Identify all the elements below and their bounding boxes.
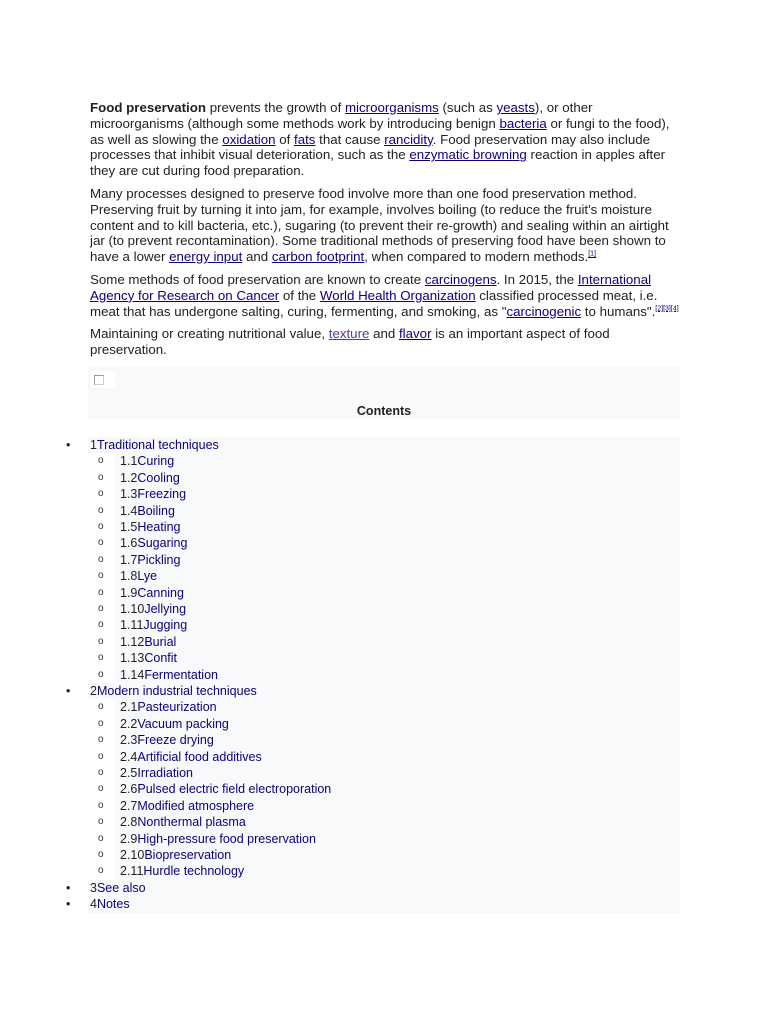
toc-row-background [115, 765, 680, 781]
circle-bullet-icon: o [98, 717, 104, 729]
link-flavor[interactable]: flavor [398, 326, 432, 342]
carcinogens-paragraph [90, 272, 680, 319]
toc-link[interactable]: Biopreservation [144, 848, 232, 862]
text-run: or fungi to the food), as well as slowing the [90, 115, 670, 147]
toc-row-background [115, 552, 680, 568]
toc-subsection-item[interactable] [0, 634, 768, 650]
checkbox-icon [94, 375, 104, 385]
text-run: ), or other microorganisms (although some methods work by introducing benign [90, 100, 593, 131]
link-iarc[interactable]: International Agency for Research on Cancer [90, 271, 652, 303]
toc-link[interactable]: Modified atmosphere [137, 798, 255, 813]
toc-link[interactable]: High-pressure food preservation [137, 831, 316, 846]
circle-bullet-icon: o [98, 619, 104, 631]
text-run: that cause [315, 131, 385, 147]
toc-number: 1.10 [120, 602, 145, 616]
bullet-icon: • [66, 438, 71, 452]
link-energy-input[interactable]: energy input [169, 249, 243, 265]
link-yeasts[interactable]: yeasts [496, 100, 535, 115]
toc-entry-text [120, 503, 175, 519]
toc-entry-text [120, 552, 180, 568]
toc-entry-text [120, 798, 254, 814]
toc-row-background [115, 470, 680, 486]
toc-subsection-item[interactable] [0, 585, 768, 601]
circle-bullet-icon: o [98, 750, 104, 762]
toc-number: 1.5 [120, 520, 138, 534]
toc-link[interactable]: Freezing [137, 487, 187, 502]
toc-link[interactable]: Nonthermal plasma [137, 815, 246, 830]
circle-bullet-icon: o [98, 471, 104, 483]
link-oxidation[interactable]: oxidation [222, 131, 276, 147]
toc-header [88, 366, 680, 419]
reference-link-4[interactable]: [4] [670, 305, 679, 313]
toc-number: 2.8 [120, 815, 138, 830]
toc-entry-text [120, 585, 184, 601]
circle-bullet-icon: o [98, 865, 104, 877]
link-carbon-footprint[interactable]: carbon footprint [271, 249, 365, 265]
toc-number: 1.14 [120, 667, 145, 682]
toc-entry-text [120, 519, 180, 535]
toc-entry-text [120, 601, 186, 617]
toc-link[interactable]: Notes [96, 897, 130, 912]
toc-number: 1.6 [120, 536, 138, 551]
text-run: of [275, 131, 295, 147]
toc-entry-text [120, 535, 187, 551]
toc-toggle-checkbox[interactable] [91, 371, 115, 388]
circle-bullet-icon: o [98, 816, 104, 828]
toc-subsection-item[interactable] [0, 535, 768, 551]
toc-number: 1.12 [120, 634, 145, 649]
toc-number: 2.9 [120, 831, 138, 846]
text-run: Some methods of food preservation are known to create [90, 271, 425, 287]
link-carcinogenic[interactable]: carcinogenic [506, 303, 582, 319]
toc-link[interactable]: Cooling [137, 470, 180, 485]
circle-bullet-icon: o [98, 652, 104, 664]
toc-link[interactable]: Freeze drying [137, 733, 214, 748]
toc-entry-text [120, 847, 231, 863]
toc-link[interactable]: Burial [144, 634, 177, 649]
text-run: , when compared to modern methods. [364, 249, 589, 265]
toc-subsection-item[interactable] [0, 732, 768, 748]
toc-entry-text [120, 470, 180, 486]
toc-row-background [115, 486, 680, 502]
circle-bullet-icon: o [98, 767, 104, 778]
toc-number: 1.8 [120, 569, 138, 584]
toc-number: 2.3 [120, 733, 138, 748]
circle-bullet-icon: o [98, 488, 104, 500]
reference-link-1[interactable]: [1] [588, 250, 597, 258]
toc-entry-text [120, 568, 157, 584]
toc-subsection-item[interactable] [0, 716, 768, 732]
text-run: . In 2015, the [496, 271, 578, 287]
toc-entry-text [90, 437, 219, 453]
toc-entry-text [120, 699, 217, 715]
toc-subsection-item[interactable] [0, 814, 768, 830]
circle-bullet-icon: o [98, 635, 104, 647]
bullet-icon: • [66, 897, 71, 912]
toc-entry-text [90, 880, 146, 896]
circle-bullet-icon: o [98, 783, 104, 795]
toc-number: 3 [90, 880, 97, 895]
nutrition-paragraph [90, 326, 680, 358]
link-who[interactable]: World Health Organization [319, 287, 476, 303]
circle-bullet-icon: o [98, 537, 104, 549]
toc-subsection-item[interactable] [0, 765, 768, 781]
toc-number: 2.11 [120, 864, 144, 879]
toc-row-background [115, 519, 680, 535]
toc-number: 1.9 [120, 585, 138, 600]
toc-entry-text [120, 814, 246, 830]
circle-bullet-icon: o [98, 734, 104, 746]
text-run: (such as [438, 100, 497, 115]
toc-number: 1.13 [120, 651, 145, 666]
toc-link[interactable]: Jellying [144, 602, 187, 616]
toc-link[interactable]: Heating [137, 520, 181, 534]
circle-bullet-icon: o [98, 603, 104, 614]
toc-number: 1.11 [120, 618, 144, 633]
circle-bullet-icon: o [98, 849, 104, 860]
toc-entry-text [120, 831, 316, 847]
toc-row-background [115, 634, 680, 650]
toc-number: 1 [90, 438, 97, 452]
toc-row-background [88, 896, 680, 912]
circle-bullet-icon: o [98, 570, 104, 582]
link-bacteria[interactable]: bacteria [499, 115, 547, 131]
toc-number: 2.10 [120, 848, 145, 862]
toc-link[interactable]: Sugaring [137, 536, 188, 551]
circle-bullet-icon: o [98, 832, 104, 844]
text-run: of the [279, 287, 320, 303]
reference-link-3[interactable]: [3] [663, 305, 671, 313]
text-run: . Food preservation may also include processes that inhibit visual deterioration, such as the [90, 131, 651, 163]
circle-bullet-icon: o [98, 455, 104, 467]
toc-entry-text [120, 732, 214, 748]
text-run: and [369, 326, 399, 342]
toc-link[interactable]: Pickling [137, 552, 181, 567]
toc-link[interactable]: Canning [137, 585, 184, 600]
toc-subsection-item[interactable] [0, 667, 768, 683]
toc-link[interactable]: Pulsed electric field electroporation [137, 782, 332, 797]
link-rancidity[interactable]: rancidity [384, 131, 433, 147]
toc-link[interactable]: Traditional techniques [96, 438, 219, 452]
toc-row-background [115, 568, 680, 584]
toc-link[interactable]: Boiling [137, 503, 175, 518]
toc-entry-text [120, 617, 187, 633]
toc-entry-text [120, 453, 174, 469]
text-run: to humans". [581, 303, 656, 319]
toc-link[interactable]: Lye [137, 569, 158, 584]
toc-number: 2.2 [120, 716, 138, 731]
toc-entry-text [120, 863, 244, 879]
toc-title: Contents [356, 404, 412, 418]
toc-number: 1.4 [120, 503, 138, 518]
methods-paragraph [90, 186, 680, 265]
toc-entry-text [90, 896, 130, 912]
toc-subsection-item[interactable] [0, 552, 768, 568]
bullet-icon: • [66, 880, 71, 895]
circle-bullet-icon: o [98, 504, 104, 516]
toc-row-background [115, 617, 680, 633]
toc-subsection-item[interactable] [0, 486, 768, 502]
toc-section-item[interactable] [0, 896, 768, 912]
toc-number: 1.3 [120, 487, 138, 502]
toc-subsection-item[interactable] [0, 863, 768, 879]
intro-paragraph [90, 100, 680, 179]
toc-link[interactable]: Vacuum packing [137, 716, 229, 731]
toc-subsection-item[interactable] [0, 831, 768, 847]
bullet-icon: • [66, 684, 71, 698]
text-run: is an important aspect of food preservation. [90, 326, 610, 358]
references-2-4 [655, 305, 678, 312]
toc-number: 1.7 [120, 552, 138, 567]
toc-entry-text [90, 683, 257, 699]
toc-link[interactable]: Hurdle technology [143, 864, 245, 879]
toc-subsection-item[interactable] [0, 781, 768, 797]
toc-number: 1.2 [120, 470, 138, 485]
toc-subsection-item[interactable] [0, 503, 768, 519]
toc-number: 4 [90, 897, 97, 912]
toc-link[interactable]: Jugging [143, 618, 188, 633]
toc-link[interactable]: Modern industrial techniques [96, 684, 257, 698]
link-carcinogens[interactable]: carcinogens [424, 271, 497, 287]
toc-subsection-item[interactable] [0, 453, 768, 469]
toc-number: 2.5 [120, 766, 138, 780]
toc-number: 1.1 [120, 454, 138, 469]
circle-bullet-icon: o [98, 701, 104, 713]
toc-number: 2.6 [120, 782, 138, 797]
text-run: classified processed meat, i.e. meat that has undergone salting, curing, fermenting, and smoking, as " [90, 287, 658, 319]
text-run: and [242, 249, 272, 265]
toc-number: 2 [90, 684, 97, 698]
text-run: prevents the growth of [206, 100, 345, 115]
text-run: reaction in apples after they are cut during food preparation. [90, 147, 666, 179]
toc-section-item[interactable] [0, 437, 768, 453]
toc-entry-text [120, 765, 193, 781]
toc-subsection-item[interactable] [0, 749, 768, 765]
text-run: Many processes designed to preserve food involve more than one food preservation method. Preserving fruit by turning it into jam, for example, involves boiling (to reduce the fruit's moisture content and to kill bacteria, etc.), sugaring (to prevent their re-growth) and sealing within an airtight jar (to prevent recontamination). Some traditional methods of preserving food have been shown to have a lower [90, 185, 669, 265]
toc-subsection-item[interactable] [0, 519, 768, 535]
reference-1 [588, 251, 596, 258]
toc-number: 2.7 [120, 798, 138, 813]
link-fats[interactable]: fats [294, 131, 316, 147]
toc-row-background [115, 503, 680, 519]
toc-row-background [115, 453, 680, 469]
toc-link[interactable]: Artificial food additives [137, 749, 262, 764]
toc-number: 2.1 [120, 700, 138, 715]
toc-row-background [88, 880, 680, 896]
article-subject: Food preservation [90, 100, 206, 115]
toc-row-background [115, 601, 680, 617]
toc-subsection-item[interactable] [0, 699, 768, 715]
toc-row-background [115, 535, 680, 551]
circle-bullet-icon: o [98, 799, 104, 811]
toc-subsection-item[interactable] [0, 798, 768, 814]
text-run: Maintaining or creating nutritional value, [90, 326, 329, 342]
toc-entry-text [120, 716, 229, 732]
toc-link[interactable]: See also [96, 880, 146, 895]
toc-subsection-item[interactable] [0, 650, 768, 666]
toc-subsection-item[interactable] [0, 601, 768, 617]
toc-link[interactable]: Fermentation [144, 667, 218, 682]
toc-link[interactable]: Confit [144, 651, 177, 666]
toc-entry-text [120, 486, 186, 502]
toc-section-item[interactable] [0, 683, 768, 699]
toc-entry-text [120, 650, 177, 666]
toc-entry-text [120, 634, 176, 650]
article-body [90, 100, 680, 365]
toc-entry-text [120, 749, 262, 765]
toc-subsection-item[interactable] [0, 847, 768, 863]
toc-link[interactable]: Irradiation [137, 766, 193, 780]
toc-entry-text [120, 781, 331, 797]
toc-subsection-item[interactable] [0, 617, 768, 633]
link-texture[interactable]: texture [328, 326, 370, 342]
link-microorganisms[interactable]: microorganisms [344, 100, 439, 115]
circle-bullet-icon: o [98, 521, 104, 532]
toc-row-background [115, 585, 680, 601]
circle-bullet-icon: o [98, 553, 104, 565]
link-enzymatic-browning[interactable]: enzymatic browning [409, 147, 527, 163]
toc-number: 2.4 [120, 749, 138, 764]
toc-row-background [115, 650, 680, 666]
toc-section-item[interactable] [0, 880, 768, 896]
toc-subsection-item[interactable] [0, 568, 768, 584]
reference-link-2[interactable]: [2] [655, 305, 664, 313]
toc-subsection-item[interactable] [0, 470, 768, 486]
toc-link[interactable]: Pasteurization [137, 700, 217, 715]
toc-link[interactable]: Curing [137, 454, 175, 469]
toc-entry-text [120, 667, 218, 683]
circle-bullet-icon: o [98, 668, 104, 680]
circle-bullet-icon: o [98, 586, 104, 598]
